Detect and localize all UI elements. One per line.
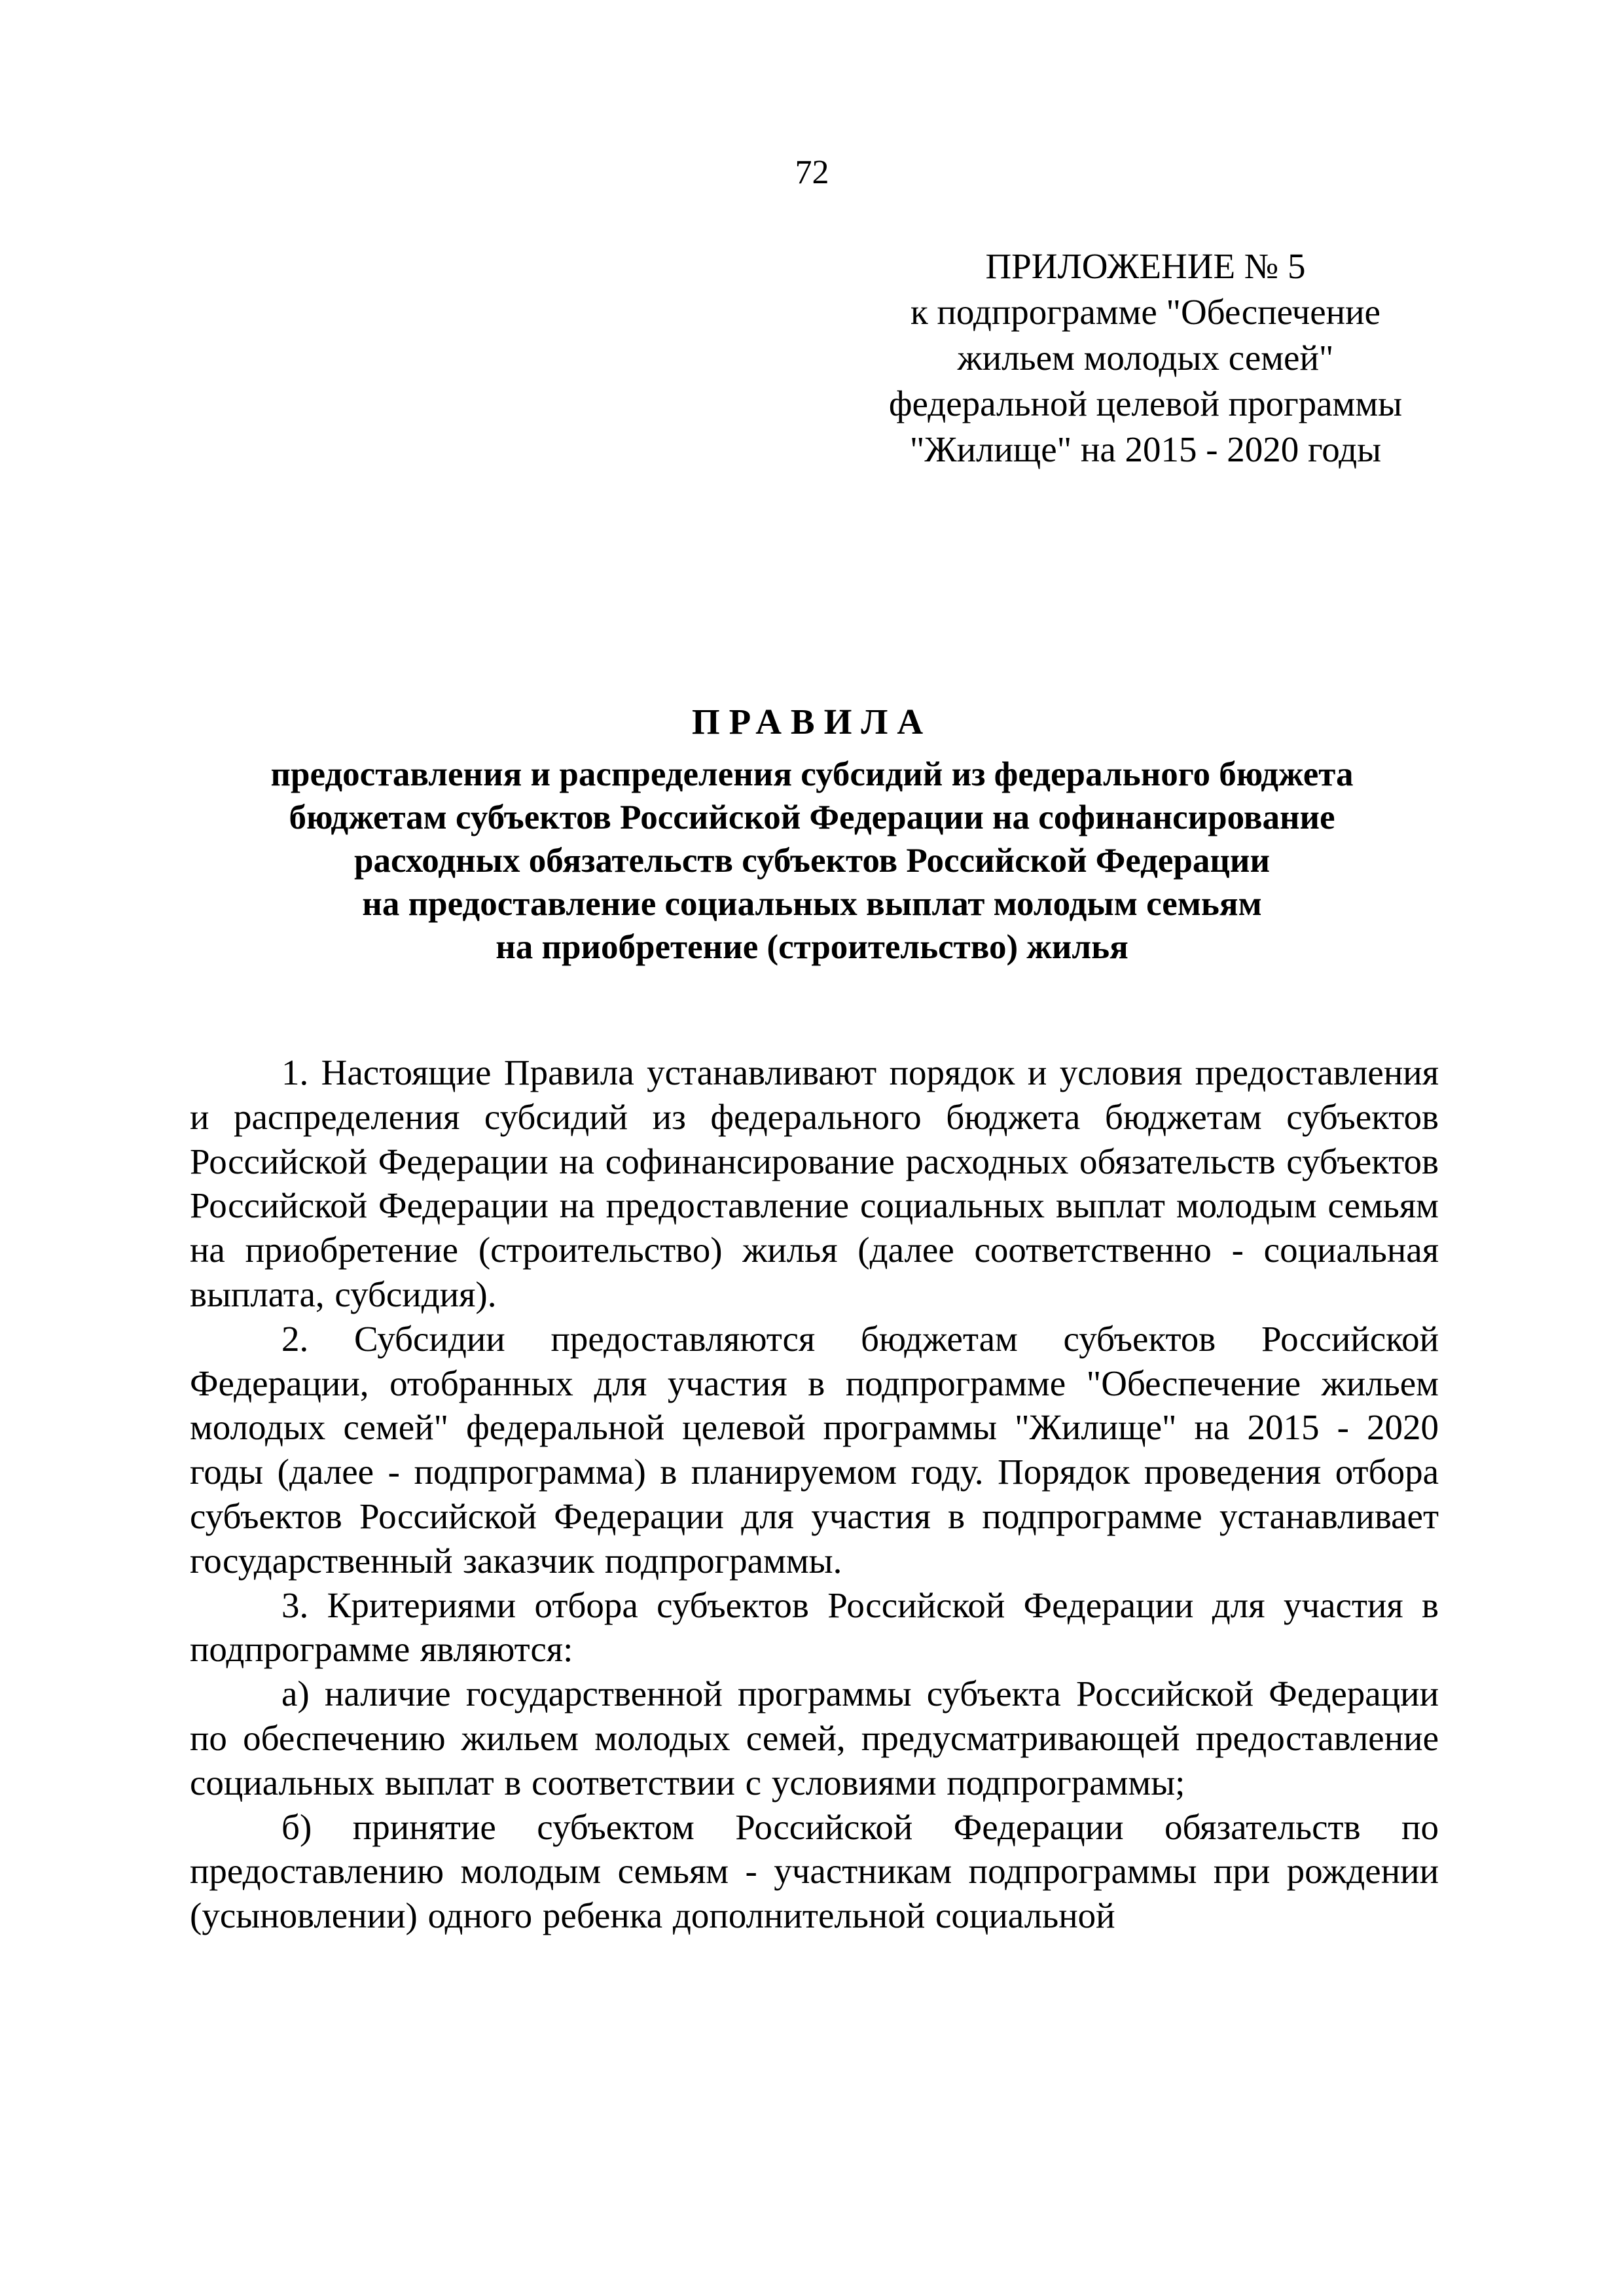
subtitle-line: на приобретение (строительство) жилья: [496, 928, 1128, 966]
paragraph-3b: б) принятие субъектом Российской Федерации обязательств по предоставлению молодым семьям - участникам подпрограммы при рождении (усыновлении) одного ребенка дополнительной социальной: [190, 1806, 1439, 1936]
paragraph-3: 3. Критериями отбора субъектов Российской Федерации для участия в подпрограмме являются:: [190, 1585, 1439, 1670]
paragraph-2: 2. Субсидии предоставляются бюджетам субъектов Российской Федерации, отобранных для участия в подпрограмме "Обеспечение жильем молодых семей" федеральной целевой программы "Жилище" на 2015 - 2020 годы (далее - подпрограмма) в планируемом году. Порядок проведения отбора субъектов Российской Федерации для участия в подпрограмме устанавливает государственный заказчик подпрограммы.: [190, 1318, 1439, 1581]
document-body: [190, 1050, 1439, 1938]
appendix-line: федеральной целевой программы: [888, 384, 1403, 423]
appendix-line: ПРИЛОЖЕНИЕ № 5: [985, 246, 1306, 286]
page-number: 72: [795, 154, 829, 191]
paragraph-1: 1. Настоящие Правила устанавливают порядок и условия предоставления и распределения субсидий из федерального бюджета бюджетам субъектов Российской Федерации на софинансирование расходных обязательств субъектов Российской Федерации на предоставление социальных выплат молодым семьям на приобретение (строительство) жилья (далее соответственно - социальная выплата, субсидия).: [190, 1052, 1439, 1314]
subtitle-line: предоставления и распределения субсидий из федерального бюджета: [270, 755, 1354, 793]
appendix-line: "Жилище" на 2015 - 2020 годы: [909, 429, 1382, 469]
appendix-header: [844, 243, 1447, 473]
subtitle-line: расходных обязательств субъектов Российской Федерации: [353, 842, 1270, 880]
paragraph-3a: а) наличие государственной программы субъекта Российской Федерации по обеспечению жильем молодых семей, предусматривающей предоставление социальных выплат в соответствии с условиями подпрограммы;: [190, 1674, 1439, 1803]
appendix-line: жильем молодых семей": [957, 338, 1334, 378]
document-title: ПРАВИЛА: [691, 702, 933, 742]
document-subtitle: [164, 753, 1460, 969]
subtitle-line: на предоставление социальных выплат молодым семьям: [362, 885, 1262, 923]
subtitle-line: бюджетам субъектов Российской Федерации на софинансирование: [289, 798, 1335, 836]
appendix-line: к подпрограмме "Обеспечение: [911, 292, 1380, 332]
